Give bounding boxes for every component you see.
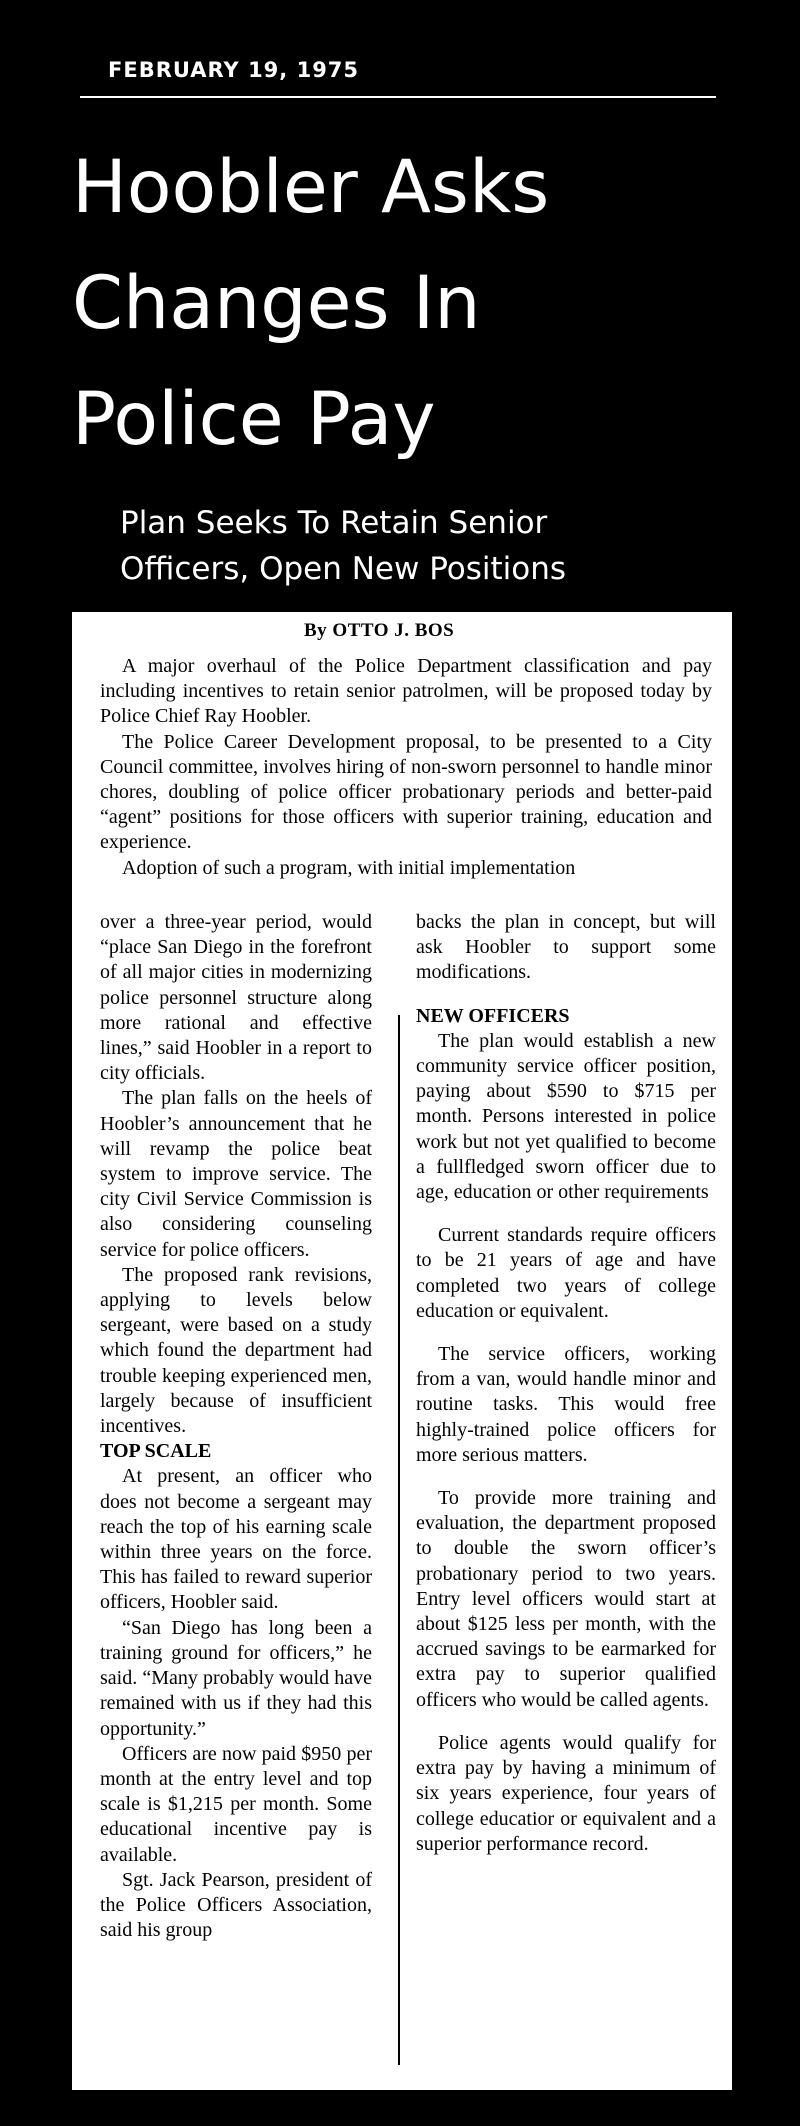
article-lead: [100, 654, 712, 881]
paragraph: Adoption of such a program, with initial implementation: [122, 856, 576, 879]
column-divider: [398, 1015, 400, 2065]
paragraph: The plan falls on the heels of Hoobler’s announcement that he will revamp the police beat system to improve service. The city Civil Service Commission is also considering counseling service for police officers.: [100, 1087, 372, 1261]
paragraph: At present, an officer who does not become a sergeant may reach the top of his earning scale within three years on the force. This has failed to reward superior officers, Hoobler said.: [100, 1465, 372, 1614]
section-subhead: NEW OFFICERS: [416, 1004, 570, 1027]
paragraph: The plan would establish a new community service officer position, paying about $590 to $715 per month. Persons interested in police work but not yet qualified to become a fullfledged sworn officer due to age, education or other requirements: [416, 1029, 716, 1204]
header-rule: [80, 96, 716, 98]
paragraph: Officers are now paid $950 per month at the entry level and top scale is $1,215 per month. Some educational incentive pay is available.: [100, 1742, 372, 1866]
paragraph: over a three-year period, would “place San Diego in the forefront of all major cities in modernizing police personnel structure along more rational and effective lines,” said Hoobler in a report to city officials.: [100, 911, 372, 1085]
paragraph: The Police Career Development proposal, to be presented to a City Council committee, involves hiring of non-sworn personnel to handle minor chores, doubling of police officer probationary periods and better-paid “agent” positions for those officers with superior training, education and experience.: [100, 730, 712, 854]
headline-line: Police Pay: [72, 377, 436, 462]
publication-date: FEBRUARY 19, 1975: [108, 58, 360, 82]
subheadline-line: Plan Seeks To Retain Senior: [120, 505, 548, 541]
headline-line: Hoobler Asks: [72, 145, 550, 230]
paragraph: Current standards require officers to be 21 years of age and have completed two years of college education or equivalent.: [416, 1224, 716, 1322]
paragraph: backs the plan in concept, but will ask Hoobler to support some modifications.: [416, 911, 716, 984]
paragraph: The service officers, working from a van, would handle minor and routine tasks. This would free highly-trained police officers for more serious matters.: [416, 1343, 716, 1466]
subheadline-line: Officers, Open New Positions: [120, 551, 567, 587]
paragraph: Police agents would qualify for extra pay by having a minimum of six years experience, four years of college educatior or equivalent and a superior performance record.: [416, 1731, 716, 1855]
paragraph: A major overhaul of the Police Department classification and pay including incentives to retain senior patrolmen, will be proposed today by Police Chief Ray Hoobler.: [100, 655, 712, 728]
section-subhead: TOP SCALE: [100, 1440, 212, 1463]
paragraph: To provide more training and evaluation, the department proposed to double the sworn officer’s probationary period to two years. Entry level officers would start at about $125 less per month, with the accrued savings to be earmarked for extra pay to superior qualified officers who would be called agents.: [416, 1487, 716, 1711]
paragraph: The proposed rank revisions, applying to levels below sergeant, were based on a study which found the department had trouble keeping experienced men, largely because of insufficient incentives.: [100, 1263, 372, 1438]
byline: By OTTO J. BOS: [304, 620, 455, 641]
subheadline: [120, 500, 720, 592]
paragraph: “San Diego has long been a training ground for officers,” he said. “Many probably would have remained with us if they had this opportunity.”: [100, 1616, 372, 1740]
paragraph: Sgt. Jack Pearson, president of the Police Officers Association, said his group: [100, 1868, 372, 1942]
headline: [72, 130, 732, 478]
headline-line: Changes In: [72, 261, 481, 346]
article-left-column: [100, 910, 372, 1943]
article-right-column: [416, 910, 716, 1857]
